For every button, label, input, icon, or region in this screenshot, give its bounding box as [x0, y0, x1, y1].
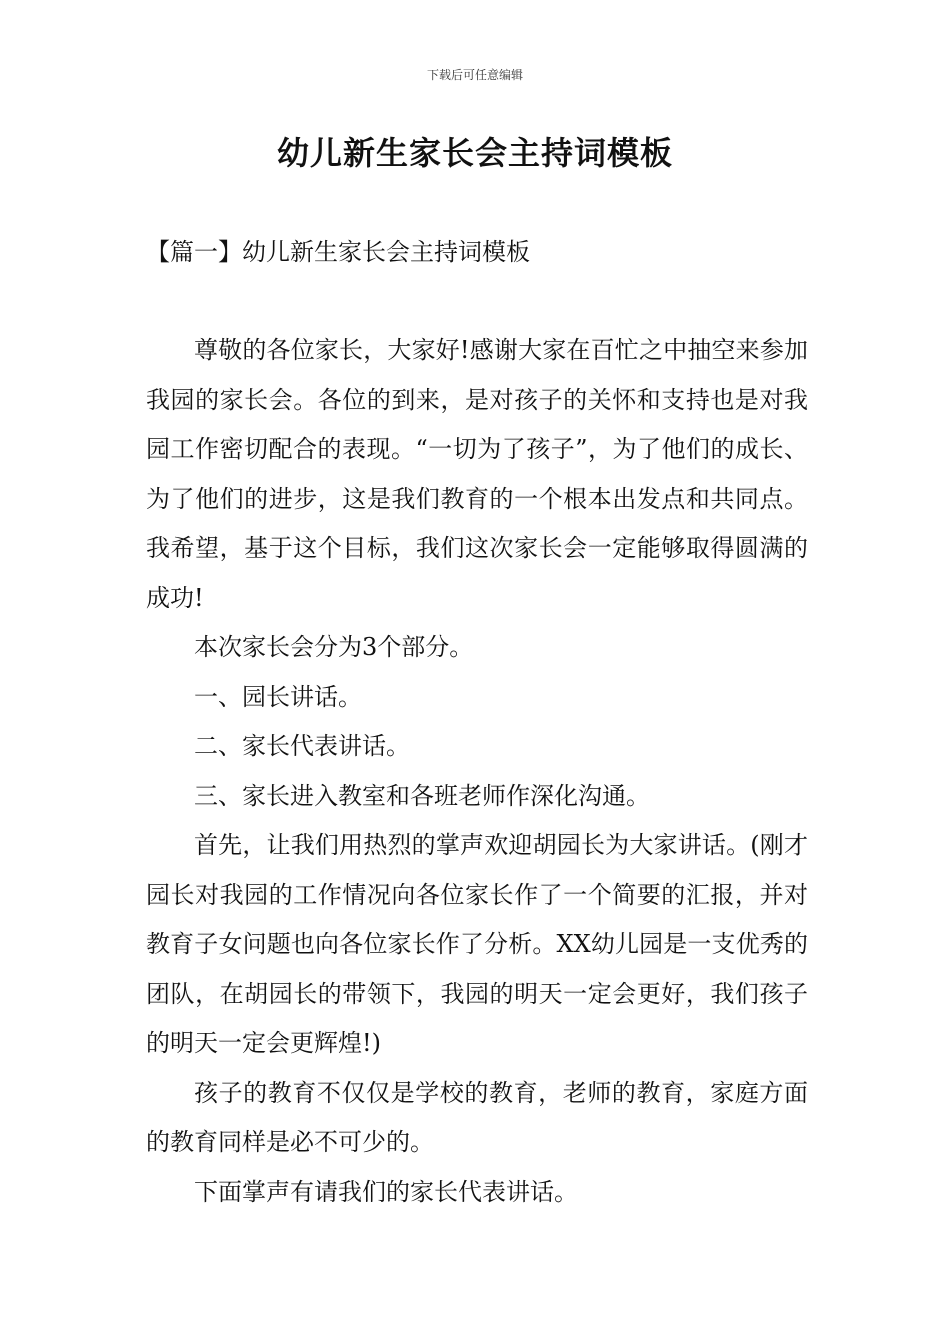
agenda-item-2: 二、家长代表讲话。 — [194, 732, 410, 760]
paragraph-greeting: 尊敬的各位家长，大家好!感谢大家在百忙之中抽空来参加我园的家长会。各位的到来，是对孩子的关怀和支持也是对我园工作密切配合的表现。“一切为了孩子”，为了他们的成长、为了他们的进步，这是我们教育的一个根本出发点和共同点。我希望，基于这个目标，我们这次家长会一定能够取得圆满的成功! — [146, 336, 808, 612]
agenda-item-3: 三、家长进入教室和各班老师作深化沟通。 — [194, 781, 650, 810]
paragraph-family-education: 孩子的教育不仅仅是学校的教育，老师的教育，家庭方面的教育同样是必不可少的。 — [146, 1078, 808, 1156]
paragraph-parent-representative: 下面掌声有请我们的家长代表讲话。 — [194, 1177, 578, 1206]
document-title: 幼儿新生家长会主持词模板 — [276, 134, 673, 172]
paragraph-agenda-intro: 本次家长会分为3个部分。 — [194, 633, 474, 661]
agenda-item-1: 一、园长讲话。 — [194, 682, 362, 711]
document-body — [146, 326, 808, 1217]
paragraph-principal-speech: 首先，让我们用热烈的掌声欢迎胡园长为大家讲话。(刚才园长对我园的工作情况向各位家长作了一个简要的汇报，并对教育子女问题也向各位家长作了分析。XX幼儿园是一支优秀的团队，在胡园长的带领下，我园的明天一定会更好，我们孩子的明天一定会更辉煌!) — [146, 831, 808, 1057]
header-note: 下载后可任意编辑 — [426, 68, 523, 82]
section-heading: 【篇一】幼儿新生家长会主持词模板 — [146, 238, 530, 266]
